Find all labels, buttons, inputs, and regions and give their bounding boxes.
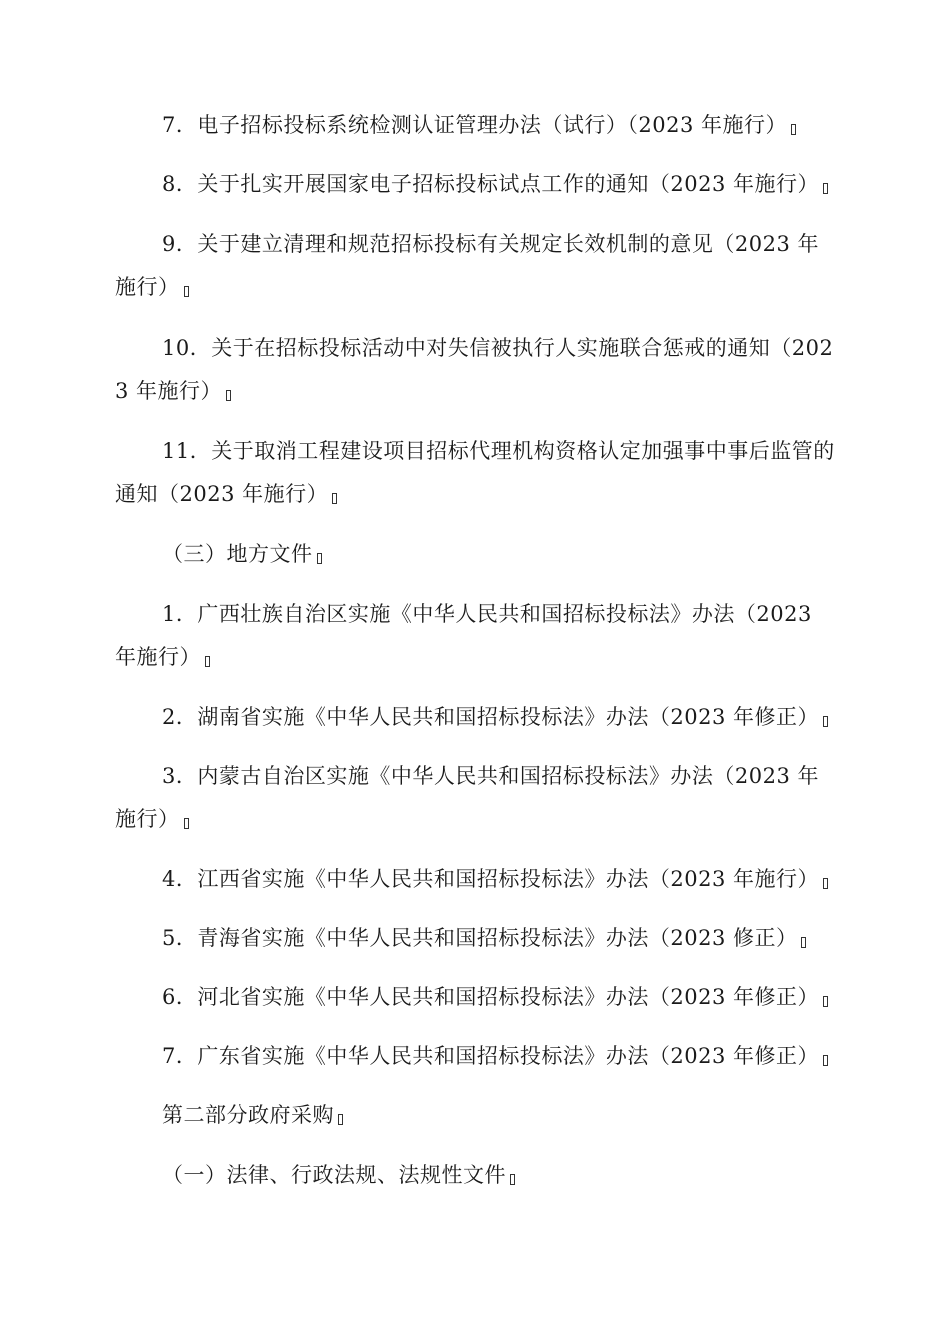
paragraph-text: 7．电子招标投标系统检测认证管理办法（试行）（2023 年施行） [162,113,787,137]
paragraph-text: 1．广西壮族自治区实施《中华人民共和国招标投标法》办法（2023 年施行） [115,602,812,669]
paragraph-mark-icon [801,937,806,948]
paragraph-text: 10．关于在招标投标活动中对失信被执行人实施联合惩戒的通知（2023 年施行） [115,336,834,403]
paragraph-mark-icon [226,390,231,401]
paragraph-mark-icon [205,656,210,667]
paragraph-text: 6．河北省实施《中华人民共和国招标投标法》办法（2023 年修正） [162,985,819,1009]
paragraph-text: 11．关于取消工程建设项目招标代理机构资格认定加强事中事后监管的通知（2023 年施行） [115,439,835,506]
paragraph-mark-icon [823,996,828,1007]
paragraph-mark-icon [823,716,828,727]
section-heading [115,1154,835,1197]
paragraph-mark-icon [184,818,189,829]
paragraph-mark-icon [823,183,828,194]
paragraph-mark-icon [317,553,322,564]
paragraph-mark-icon [823,878,828,889]
list-item [115,696,835,739]
paragraph-mark-icon [823,1055,828,1066]
paragraph-mark-icon [510,1174,515,1185]
paragraph-text: 8．关于扎实开展国家电子招标投标试点工作的通知（2023 年施行） [162,172,819,196]
list-item [115,163,835,206]
section-heading [115,533,835,576]
list-item [115,917,835,960]
paragraph-text: 3．内蒙古自治区实施《中华人民共和国招标投标法》办法（2023 年施行） [115,764,819,831]
paragraph-text: （一）法律、行政法规、法规性文件 [162,1163,506,1187]
paragraph-text: 5．青海省实施《中华人民共和国招标投标法》办法（2023 修正） [162,926,798,950]
list-item [115,430,835,516]
list-item [115,223,835,309]
list-item [115,104,835,147]
paragraph-mark-icon [791,124,796,135]
part-heading [115,1094,835,1137]
list-item [115,1035,835,1078]
list-item [115,593,835,679]
paragraph-text: 4．江西省实施《中华人民共和国招标投标法》办法（2023 年施行） [162,867,819,891]
paragraph-text: （三）地方文件 [162,542,313,566]
paragraph-text: 7．广东省实施《中华人民共和国招标投标法》办法（2023 年修正） [162,1044,819,1068]
paragraph-text: 2．湖南省实施《中华人民共和国招标投标法》办法（2023 年修正） [162,705,819,729]
paragraph-mark-icon [332,493,337,504]
list-item [115,976,835,1019]
paragraph-mark-icon [184,286,189,297]
list-item [115,858,835,901]
paragraph-mark-icon [338,1114,343,1125]
list-item [115,327,835,413]
list-item [115,755,835,841]
paragraph-text: 第二部分政府采购 [162,1103,334,1127]
paragraph-text: 9．关于建立清理和规范招标投标有关规定长效机制的意见（2023 年施行） [115,232,819,299]
